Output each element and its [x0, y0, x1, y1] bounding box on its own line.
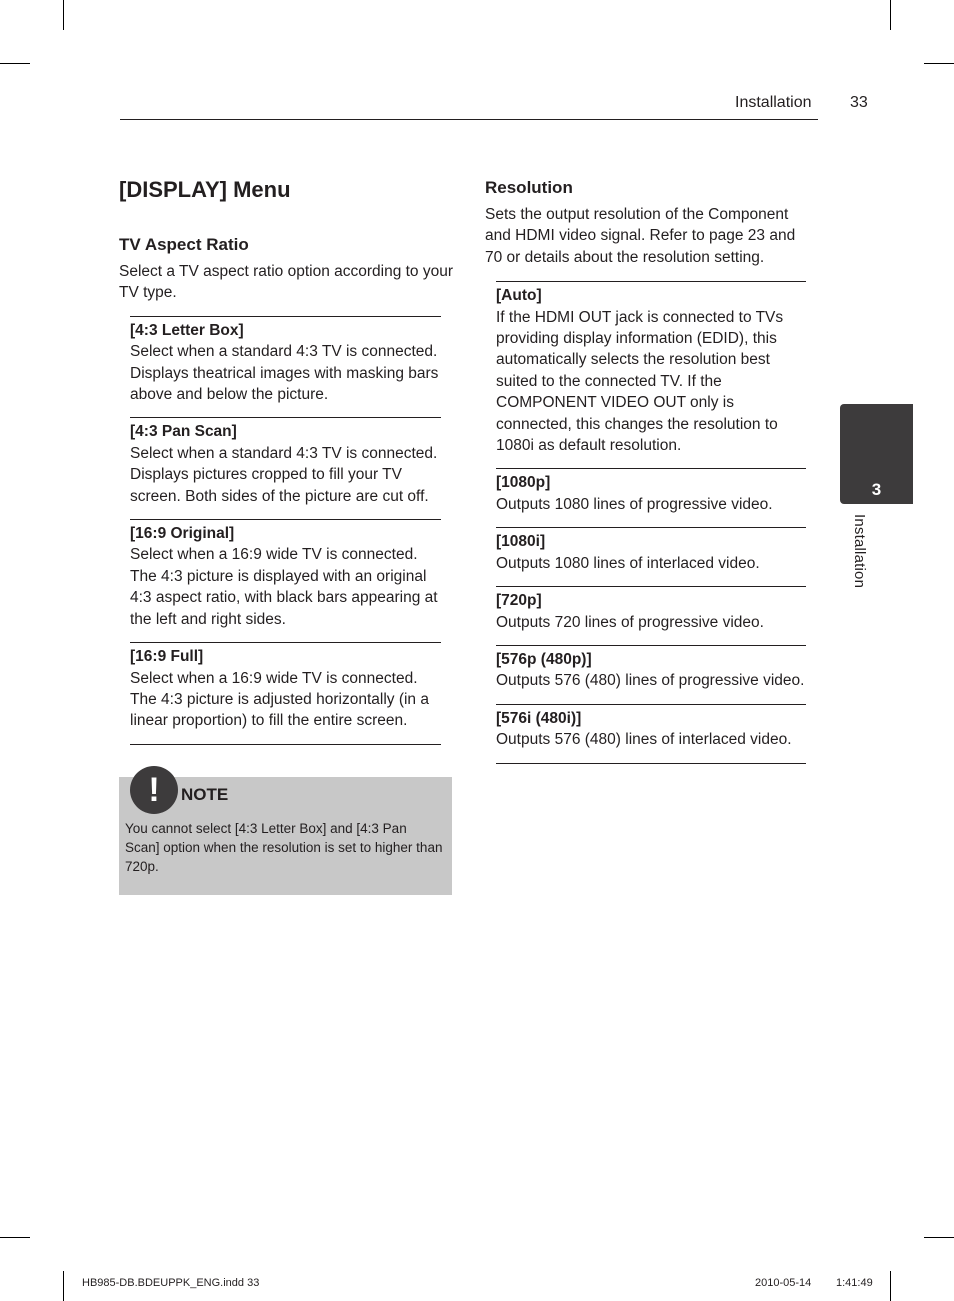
crop-mark [924, 63, 954, 64]
note-box [119, 771, 452, 895]
option-title: [16:9 Original] [130, 525, 235, 543]
option-title: [1080p] [496, 474, 551, 492]
crop-mark [0, 1237, 30, 1238]
option-description: Select when a 16:9 wide TV is connected. The 4:3 picture is adjusted horizontally (in a linear proportion) to fill the entire screen. [130, 669, 429, 730]
chapter-tab-label: Installation [851, 514, 868, 589]
option-description: Outputs 576 (480) lines of interlaced video. [496, 731, 792, 749]
exclamation-icon: ! [130, 766, 178, 814]
resolution-intro: Sets the output resolution of the Component and HDMI video signal. Refer to page 23 and 70 or details about the resolution setting. [485, 206, 796, 266]
option-title: [4:3 Letter Box] [130, 321, 244, 339]
tv-aspect-heading: TV Aspect Ratio [119, 235, 249, 254]
footer-date: 2010-05-14 [755, 1277, 812, 1289]
page-title: [DISPLAY] Menu [119, 177, 291, 202]
option-1080i [496, 527, 806, 586]
crop-mark [890, 0, 891, 30]
option-4-3-letter-box [130, 316, 441, 418]
option-4-3-pan-scan [130, 417, 441, 519]
option-16-9-full [130, 642, 441, 745]
option-title: [720p] [496, 592, 542, 610]
option-title: [Auto] [496, 287, 542, 305]
option-title: [16:9 Full] [130, 648, 204, 666]
chapter-tab [840, 404, 913, 504]
note-label: NOTE [181, 785, 229, 804]
option-title: [1080i] [496, 533, 546, 551]
footer-filename: HB985-DB.BDEUPPK_ENG.indd 33 [82, 1277, 260, 1289]
crop-mark [63, 1271, 64, 1301]
option-description: Select when a standard 4:3 TV is connected. Displays pictures cropped to fill your TV screen. Both sides of the picture are cut off. [130, 444, 438, 505]
tv-aspect-intro: Select a TV aspect ratio option according to your TV type. [119, 263, 454, 302]
left-column [119, 176, 453, 745]
crop-mark [890, 1271, 891, 1301]
chapter-number: 3 [871, 480, 882, 499]
option-description: Select when a standard 4:3 TV is connected. Displays theatrical images with masking bars above and below the picture. [130, 343, 439, 404]
option-16-9-original [130, 519, 441, 642]
note-text: You cannot select [4:3 Letter Box] and [4:3 Pan Scan] option when the resolution is set to higher than 720p. [125, 821, 443, 875]
footer-time: 1:41:49 [836, 1277, 873, 1289]
option-auto [496, 281, 806, 468]
option-720p [496, 586, 806, 645]
option-description: If the HDMI OUT jack is connected to TVs providing display information (EDID), this automatically selects the resolution best suited to the connected TV. If the COMPONENT VIDEO OUT only is connected, this changes the resolution to 1080i as default resolution. [496, 308, 784, 455]
option-title: [4:3 Pan Scan] [130, 423, 237, 441]
running-header-section: Installation [735, 94, 812, 111]
option-title: [576i (480i)] [496, 709, 582, 727]
resolution-options [496, 281, 806, 763]
option-description: Outputs 1080 lines of progressive video. [496, 495, 773, 513]
option-description: Outputs 1080 lines of interlaced video. [496, 554, 760, 572]
option-576p-480p [496, 645, 806, 704]
option-description: Outputs 720 lines of progressive video. [496, 613, 764, 631]
header-rule [120, 119, 818, 120]
tv-aspect-options [130, 316, 441, 745]
crop-mark [63, 0, 64, 30]
crop-mark [0, 63, 30, 64]
right-column [485, 176, 810, 764]
resolution-heading: Resolution [485, 178, 573, 197]
option-576i-480i [496, 704, 806, 764]
crop-mark [924, 1237, 954, 1238]
option-title: [576p (480p)] [496, 650, 592, 668]
page-number: 33 [850, 94, 868, 111]
option-1080p [496, 468, 806, 527]
option-description: Select when a 16:9 wide TV is connected. The 4:3 picture is displayed with an original 4:3 aspect ratio, with black bars appearing at the left and right sides. [130, 546, 438, 628]
option-description: Outputs 576 (480) lines of progressive video. [496, 672, 805, 690]
